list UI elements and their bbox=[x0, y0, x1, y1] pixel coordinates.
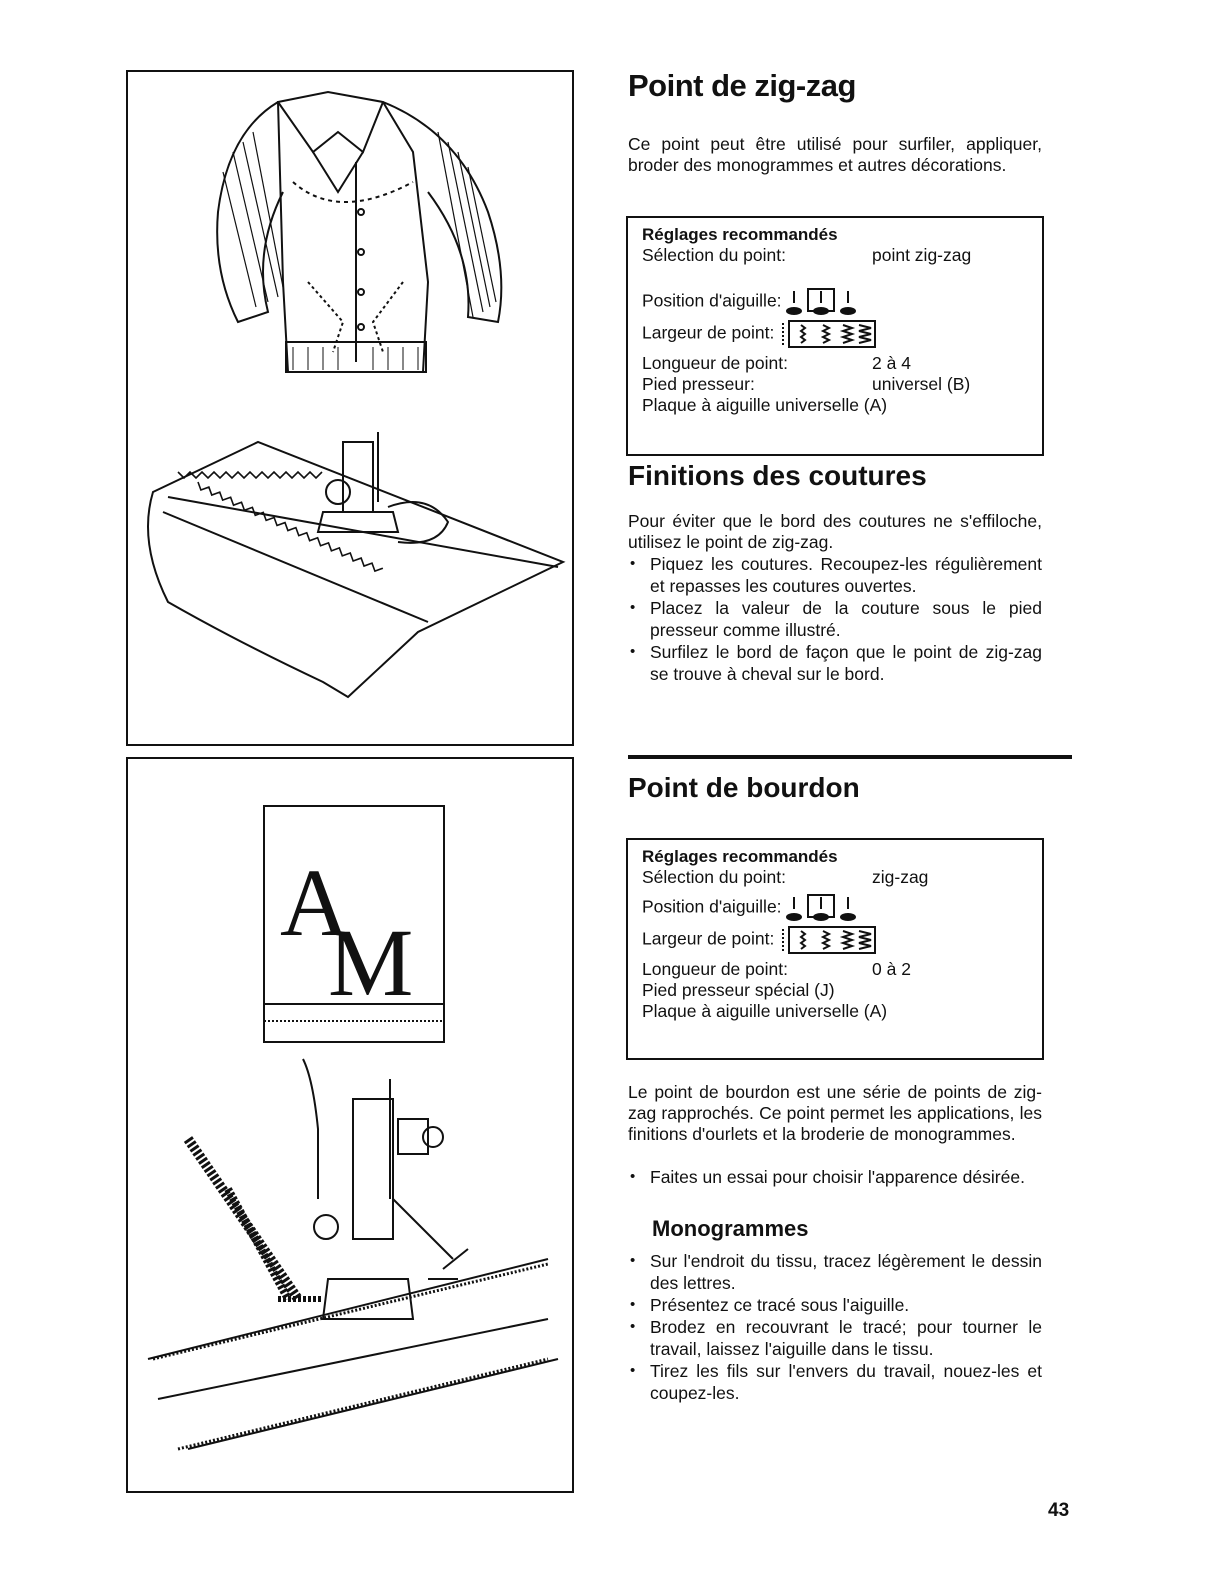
selection-value: zig-zag bbox=[872, 867, 929, 887]
stitch-width-label: Largeur de point: bbox=[642, 322, 775, 343]
selection-value: point zig-zag bbox=[872, 245, 972, 265]
section-divider bbox=[628, 755, 1072, 759]
needle-position-label: Position d'aiguille: bbox=[642, 896, 782, 917]
section-title-zigzag: Point de zig-zag bbox=[628, 68, 856, 103]
list-item: • Surfilez le bord de façon que le point de zig-zag se trouve à cheval sur le bord. bbox=[628, 641, 1042, 685]
illustration-monogram bbox=[126, 757, 574, 1493]
needle-plate: Plaque à aiguille universelle (A) bbox=[642, 1001, 888, 1021]
stitch-length-label: Longueur de point: bbox=[642, 353, 788, 373]
settings-heading: Réglages recommandés bbox=[642, 847, 838, 866]
stitch-length-value: 0 à 2 bbox=[872, 959, 911, 979]
selection-label: Sélection du point: bbox=[642, 867, 786, 887]
presser-foot: Pied presseur spécial (J) bbox=[642, 980, 835, 1000]
section-title-bourdon: Point de bourdon bbox=[628, 772, 860, 803]
section-title-monogrammes: Monogrammes bbox=[652, 1216, 809, 1241]
settings-box-zigzag bbox=[626, 216, 1044, 456]
stitch-length-value: 2 à 4 bbox=[872, 353, 911, 373]
needle-plate: Plaque à aiguille universelle (A) bbox=[642, 395, 888, 415]
settings-box-bourdon bbox=[626, 838, 1044, 1060]
needle-position-label: Position d'aiguille: bbox=[642, 290, 782, 311]
zigzag-intro: Ce point peut être utilisé pour surfiler, appliquer, broder des monogrammes et autres décorations. bbox=[628, 134, 1042, 175]
bourdon-intro: Le point de bourdon est une série de points de zig-zag rapprochés. Ce point permet les applications, les finitions d'ourlets et la broderie de monogrammes. bbox=[628, 1082, 1042, 1144]
jacket-and-seam-drawing bbox=[128, 72, 576, 748]
stitch-width-icon bbox=[779, 925, 879, 955]
list-item: • Piquez les coutures. Recoupez-les régulièrement et repasses les coutures ouvertes. bbox=[628, 553, 1042, 597]
bourdon-list bbox=[628, 1166, 1042, 1188]
list-item: • Présentez ce tracé sous l'aiguille. bbox=[628, 1294, 1042, 1316]
monogram-letter-a: A bbox=[280, 849, 350, 956]
monogram-letter-m: M bbox=[328, 909, 414, 1016]
page-number: 43 bbox=[1048, 1500, 1070, 1521]
finitions-list bbox=[628, 553, 1042, 685]
list-item: • Faites un essai pour choisir l'apparence désirée. bbox=[628, 1166, 1042, 1188]
finitions-intro: Pour éviter que le bord des coutures ne s'effiloche, utilisez le point de zig-zag. bbox=[628, 511, 1042, 552]
stitch-width-icon bbox=[779, 319, 879, 349]
settings-heading: Réglages recommandés bbox=[642, 225, 838, 244]
monogram-drawing bbox=[128, 759, 576, 1495]
needle-position-icon bbox=[786, 893, 856, 923]
stitch-width-label: Largeur de point: bbox=[642, 928, 775, 949]
presser-foot-value: universel (B) bbox=[872, 374, 971, 394]
monogrammes-list bbox=[628, 1250, 1042, 1404]
section-title-finitions: Finitions des coutures bbox=[628, 460, 927, 491]
list-item: • Tirez les fils sur l'envers du travail, nouez-les et coupez-les. bbox=[628, 1360, 1042, 1404]
selection-label: Sélection du point: bbox=[642, 245, 786, 265]
needle-position-icon bbox=[786, 287, 856, 317]
illustration-jacket-seam bbox=[126, 70, 574, 746]
presser-foot-label: Pied presseur: bbox=[642, 374, 755, 394]
stitch-length-label: Longueur de point: bbox=[642, 959, 788, 979]
list-item: • Brodez en recouvrant le tracé; pour tourner le travail, laissez l'aiguille dans le tissu. bbox=[628, 1316, 1042, 1360]
list-item: • Sur l'endroit du tissu, tracez légèrement le dessin des lettres. bbox=[628, 1250, 1042, 1294]
list-item: • Placez la valeur de la couture sous le pied presseur comme illustré. bbox=[628, 597, 1042, 641]
